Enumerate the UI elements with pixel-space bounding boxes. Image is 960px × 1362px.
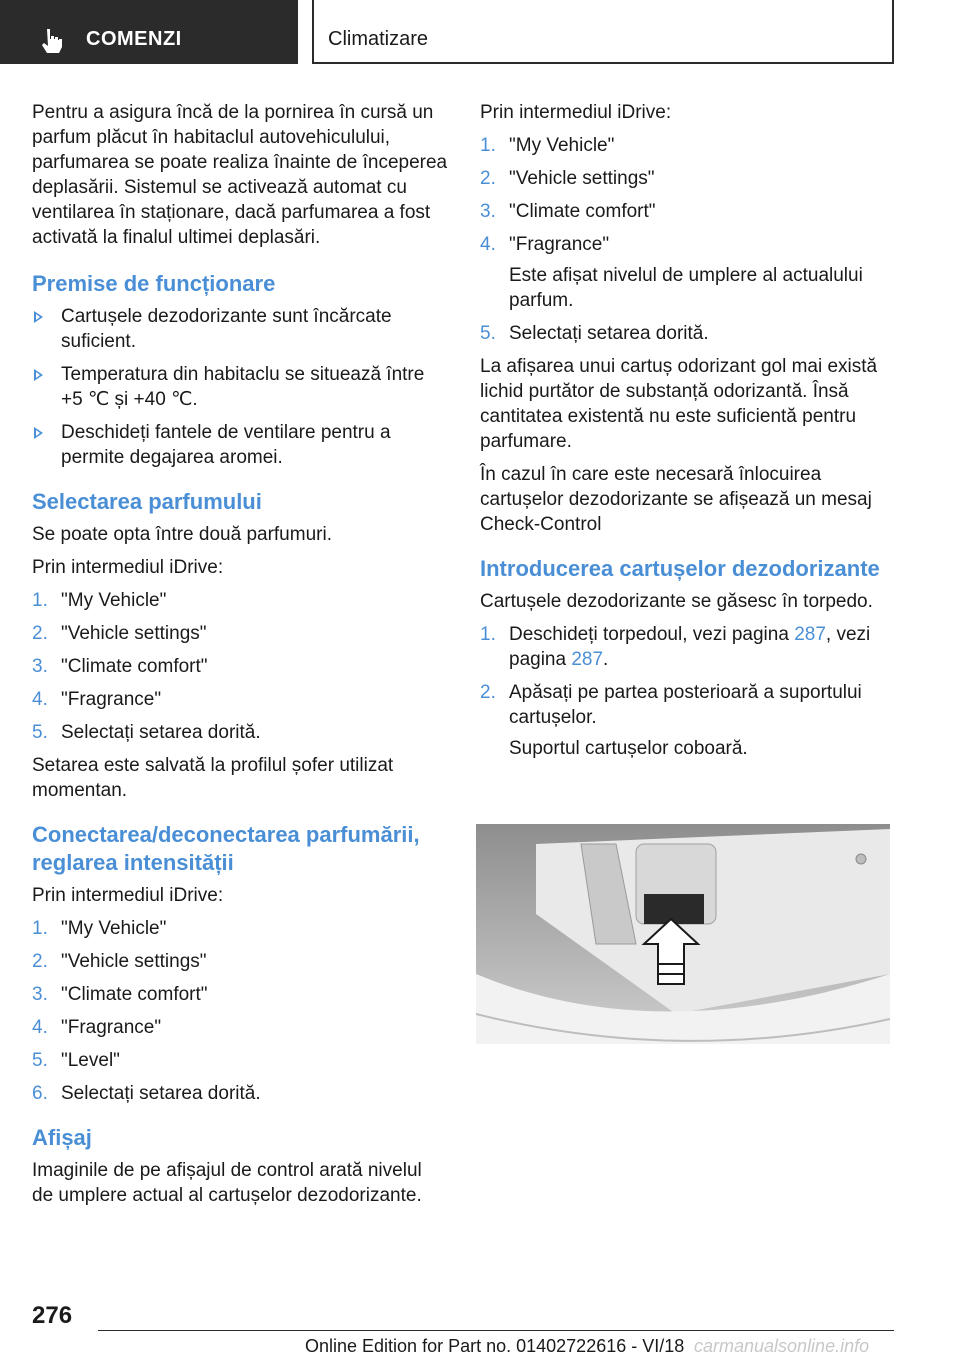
triangle-bullet-icon (34, 311, 43, 323)
cartridge-holder-illustration (476, 824, 890, 1044)
list-item: 5. Selectați setarea dorită. (480, 323, 709, 344)
list-item: 3. "Climate comfort" (32, 984, 208, 1005)
chapter-header (312, 0, 894, 64)
page-link[interactable]: 287 (571, 649, 604, 670)
list-item: 2. "Vehicle settings" (32, 623, 207, 644)
page-number: 276 (32, 1302, 73, 1329)
footer-edition: Online Edition for Part no. 01402722616 - VI/18 (305, 1336, 685, 1356)
connect-steps (32, 916, 448, 1106)
pointing-hand-icon (40, 28, 64, 54)
triangle-bullet-icon (34, 369, 43, 381)
select-paragraph: Se poate opta între două parfumuri. (32, 524, 332, 545)
section-label: COMENZI (86, 28, 182, 50)
chapter-title: Climatizare (328, 28, 429, 50)
list-item: 1. "My Vehicle" (32, 590, 167, 611)
right-column (480, 100, 894, 769)
watermark: carmanualsonline.info (694, 1336, 870, 1356)
empty-cartridge-paragraph: La afișarea unui cartuș odorizant gol mai există lichid purtător de substanță odorizantă. Însă cantitatea existentă nu este suficientă pentru parfumare. (480, 356, 878, 452)
list-item: 1. Deschideți torpedoul, vezi pagina 287, vezi pagina 287. (480, 624, 871, 670)
list-item: 1. "My Vehicle" (32, 918, 167, 939)
left-column (32, 100, 448, 1216)
connect-heading: Conectarea/deconectarea parfumării, reglarea intensității (32, 822, 420, 875)
insert-paragraph: Cartușele dezodorizante se găsesc în torpedo. (480, 591, 873, 612)
section-tab (0, 0, 298, 64)
list-item: 2. Apăsați pe partea posterioară a suportului cartușelor. Suportul cartușelor coboară. (480, 680, 894, 761)
select-idrive: Prin intermediul iDrive: (32, 557, 224, 578)
insert-heading: Introducerea cartușelor dezodorizante (480, 556, 880, 581)
list-item: 5. Selectați setarea dorită. (32, 722, 261, 743)
premise-heading: Premise de funcționare (32, 271, 276, 296)
list-item: Temperatura din habitaclu se situează între +5 ℃ și +40 ℃. (32, 362, 448, 412)
list-item: 3. "Climate comfort" (32, 656, 208, 677)
select-steps (32, 588, 448, 745)
select-heading: Selectarea parfumului (32, 489, 262, 514)
triangle-bullet-icon (34, 427, 43, 439)
footer-divider (98, 1330, 894, 1331)
list-item: 4. "Fragrance" (32, 1017, 162, 1038)
list-item: 1. "My Vehicle" (480, 135, 615, 156)
list-item: Deschideți fantele de ventilare pentru a permite degajarea aromei. (32, 420, 448, 470)
select-note: Setarea este salvată la profilul șofer utilizat momentan. (32, 755, 394, 801)
step-note: Suportul cartușelor coboară. (509, 738, 748, 759)
intro-paragraph: Pentru a asigura încă de la pornirea în cursă un parfum plăcut în habitaclul autovehiculului, parfumarea se poate realiza înainte de începerea deplasării. Sistemul se activează automat cu ventilarea în staționare, dacă parfumarea a fost activată la finalul ultimei deplasări. (32, 102, 448, 248)
replace-paragraph: În cazul în care este necesară înlocuirea cartușelor dezodorizante se afișează un mesaj Check-Control (480, 464, 872, 535)
list-item: 2. "Vehicle settings" (32, 951, 207, 972)
connect-idrive: Prin intermediul iDrive: (32, 885, 224, 906)
list-item: 5. "Level" (32, 1050, 120, 1071)
level-steps (480, 133, 894, 346)
display-paragraph: Imaginile de pe afișajul de control arată nivelul de umplere actual al cartușelor dezodorizante. (32, 1160, 422, 1206)
display-heading: Afișaj (32, 1125, 92, 1150)
list-item: 4. "Fragrance" Este afișat nivelul de umplere al actualului parfum. (480, 232, 894, 313)
premise-list (32, 304, 448, 470)
list-item: 3. "Climate comfort" (480, 201, 656, 222)
list-item: 6. Selectați setarea dorită. (32, 1083, 261, 1104)
step-note: Este afișat nivelul de umplere al actualului parfum. (509, 265, 863, 311)
list-item: Cartușele dezodorizante sunt încărcate suficient. (32, 304, 448, 354)
list-item: 4. "Fragrance" (32, 689, 162, 710)
idrive-paragraph: Prin intermediul iDrive: (480, 102, 672, 123)
insert-steps (480, 622, 894, 761)
list-item: 2. "Vehicle settings" (480, 168, 655, 189)
page-link[interactable]: 287 (794, 624, 826, 645)
